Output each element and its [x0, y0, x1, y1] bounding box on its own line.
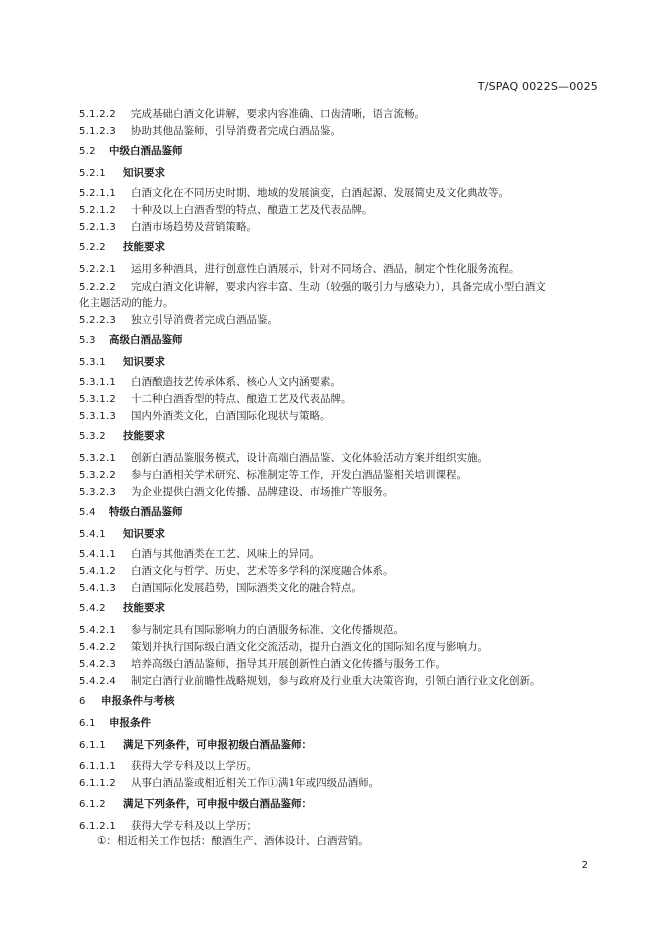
- clause-text: 中级白酒品鉴师: [109, 145, 183, 157]
- clause-text: 为企业提供白酒文化传播、品牌建设、市场推广等服务。: [131, 486, 394, 498]
- clause-text: 白酒国际化发展趋势，国际酒类文化的融合特点。: [131, 582, 362, 594]
- clause-number: 6.1.1.1: [79, 761, 117, 772]
- clause-text: 知识要求: [123, 356, 165, 368]
- clause-number: 5.4.2: [79, 603, 106, 614]
- clause-number: 5.4: [79, 507, 96, 518]
- clause-line: [79, 640, 610, 655]
- clause-text: 从事白酒品鉴或相近相关工作①满1年或四级品酒师。: [131, 777, 380, 789]
- clause-continuation: [79, 296, 610, 310]
- clause-number: 5.3.1: [79, 357, 106, 368]
- clause-line: [79, 819, 610, 834]
- section-heading: [79, 333, 610, 348]
- clause-number: 5.2.2: [79, 242, 106, 253]
- clause-text: 知识要求: [123, 528, 165, 540]
- clause-number: 5.3.1.3: [79, 411, 117, 422]
- clause-number: 5.4.2.3: [79, 659, 117, 670]
- clause-number: 5.2: [79, 146, 96, 157]
- clause-number: 6.1.1: [79, 740, 106, 751]
- clause-number: 5.4.1.1: [79, 549, 117, 560]
- section-heading: [79, 601, 610, 616]
- clause-text: 技能要求: [123, 602, 165, 614]
- clause-number: 5.2.2.3: [79, 315, 117, 326]
- clause-line: [79, 220, 610, 235]
- clause-number: 5.4.2.2: [79, 642, 117, 653]
- section-heading: [79, 738, 610, 753]
- clause-text: 满足下列条件，可申报中级白酒品鉴师：: [123, 798, 312, 810]
- clause-number: 5.3.2.3: [79, 487, 117, 498]
- clause-number: 5.4.1.2: [79, 566, 117, 577]
- clause-line: [79, 280, 610, 295]
- section-heading: [79, 716, 610, 731]
- page-number: 2: [581, 860, 588, 871]
- clause-text: 制定白酒行业前瞻性战略规划，参与政府及行业重大决策咨询，引领白酒行业文化创新。: [131, 675, 541, 687]
- clause-line: [79, 759, 610, 774]
- clause-number: 5.4.2.4: [79, 676, 117, 687]
- clause-line: [79, 375, 610, 390]
- clause-number: 5.3.1.2: [79, 394, 117, 405]
- clause-number: 5.2.1.2: [79, 205, 117, 216]
- clause-line: [79, 203, 610, 218]
- clause-line: [79, 485, 610, 500]
- clause-text: 完成基础白酒文化讲解，要求内容准确、口齿清晰，语言流畅。: [131, 108, 425, 120]
- clause-line: [79, 409, 610, 424]
- clause-line: [79, 564, 610, 579]
- clause-number: 5.4.1.3: [79, 583, 117, 594]
- document-code: T/SPAQ 0022S—0025: [477, 80, 598, 93]
- clause-text: 获得大学专科及以上学历；: [131, 820, 257, 832]
- section-heading: [79, 505, 610, 520]
- clause-number: 5.1.2.3: [79, 126, 117, 137]
- section-heading: [79, 429, 610, 444]
- clause-line: [79, 186, 610, 201]
- clause-line: [79, 674, 610, 689]
- clause-text: 白酒市场趋势及营销策略。: [131, 221, 257, 233]
- clause-line: [79, 262, 610, 277]
- clause-number: 5.3: [79, 335, 96, 346]
- clause-text: 国内外酒类文化，白酒国际化现状与策略。: [131, 410, 331, 422]
- clause-number: 6.1: [79, 718, 96, 729]
- clause-number: 5.3.2: [79, 431, 106, 442]
- clause-text: 技能要求: [123, 241, 165, 253]
- clause-number: 5.1.2.2: [79, 109, 117, 120]
- clause-line: [79, 124, 610, 139]
- clause-line: [79, 451, 610, 466]
- clause-number: 5.2.1.1: [79, 188, 117, 199]
- section-heading: [79, 240, 610, 255]
- section-heading: [79, 144, 610, 159]
- clause-number: 5.2.2.2: [79, 282, 117, 293]
- clause-number: 5.3.2.1: [79, 453, 117, 464]
- clause-text: 独立引导消费者完成白酒品鉴。: [131, 314, 278, 326]
- clause-text: 参与白酒相关学术研究、标准制定等工作，开发白酒品鉴相关培训课程。: [131, 469, 467, 481]
- clause-line: [79, 623, 610, 638]
- clause-line: [79, 581, 610, 596]
- clause-text: 特级白酒品鉴师: [109, 506, 183, 518]
- section-heading: [79, 527, 610, 542]
- clause-line: [79, 313, 610, 328]
- clause-number: 6: [79, 696, 86, 707]
- clause-number: 5.3.1.1: [79, 377, 117, 388]
- clause-text: 协助其他品鉴师，引导消费者完成白酒品鉴。: [131, 125, 341, 137]
- clause-number: 5.2.2.1: [79, 264, 117, 275]
- clause-number: 5.4.1: [79, 529, 106, 540]
- clause-line: [79, 547, 610, 562]
- clause-number: 5.3.2.2: [79, 470, 117, 481]
- clause-line: [79, 657, 610, 672]
- clause-line: [79, 392, 610, 407]
- clause-text: 申报条件与考核: [101, 695, 175, 707]
- clause-text: 高级白酒品鉴师: [109, 334, 183, 346]
- clause-text: 十二种白酒香型的特点、酿造工艺及代表品牌。: [131, 393, 352, 405]
- clause-text: 策划并执行国际级白酒文化交流活动，提升白酒文化的国际知名度与影响力。: [131, 641, 488, 653]
- clause-text: 技能要求: [123, 430, 165, 442]
- clause-number: 6.1.2: [79, 799, 106, 810]
- clause-number: 5.2.1: [79, 168, 106, 179]
- clause-text: 化主题活动的能力。: [79, 297, 174, 309]
- clause-text: 白酒文化在不同历史时期、地域的发展演变，白酒起源、发展简史及文化典故等。: [131, 187, 509, 199]
- clause-text: 申报条件: [109, 717, 151, 729]
- clause-number: 6.1.1.2: [79, 778, 117, 789]
- clause-line: [79, 468, 610, 483]
- section-heading: [79, 355, 610, 370]
- clause-text: 创新白酒品鉴服务模式，设计高端白酒品鉴、文化体验活动方案并组织实施。: [131, 452, 488, 464]
- section-heading: [79, 166, 610, 181]
- clause-text: 知识要求: [123, 167, 165, 179]
- clause-text: 白酒文化与哲学、历史、艺术等多学科的深度融合体系。: [131, 565, 394, 577]
- clause-text: 十种及以上白酒香型的特点、酿造工艺及代表品牌。: [131, 204, 373, 216]
- section-heading: [79, 694, 610, 709]
- clause-number: 6.1.2.1: [79, 821, 117, 832]
- clause-number: 5.4.2.1: [79, 625, 117, 636]
- footnote: ①：相近相关工作包括：酿酒生产、酒体设计、白酒营销。: [97, 835, 369, 847]
- section-heading: [79, 797, 610, 812]
- clause-text: 参与制定具有国际影响力的白酒服务标准、文化传播规范。: [131, 624, 404, 636]
- clause-text: 白酒与其他酒类在工艺、风味上的异同。: [131, 548, 320, 560]
- clause-number: 5.2.1.3: [79, 222, 117, 233]
- clause-text: 满足下列条件，可申报初级白酒品鉴师：: [123, 739, 312, 751]
- clause-text: 白酒酿造技艺传承体系、核心人文内涵要素。: [131, 376, 341, 388]
- clause-line: [79, 107, 610, 122]
- clause-text: 获得大学专科及以上学历。: [131, 760, 257, 772]
- clause-text: 运用多种酒具，进行创意性白酒展示，针对不同场合、酒品，制定个性化服务流程。: [131, 263, 520, 275]
- clause-line: [79, 776, 610, 791]
- clause-text: 完成白酒文化讲解，要求内容丰富、生动（较强的吸引力与感染力），具备完成小型白酒文: [131, 281, 546, 293]
- clause-text: 培养高级白酒品鉴师，指导其开展创新性白酒文化传播与服务工作。: [131, 658, 446, 670]
